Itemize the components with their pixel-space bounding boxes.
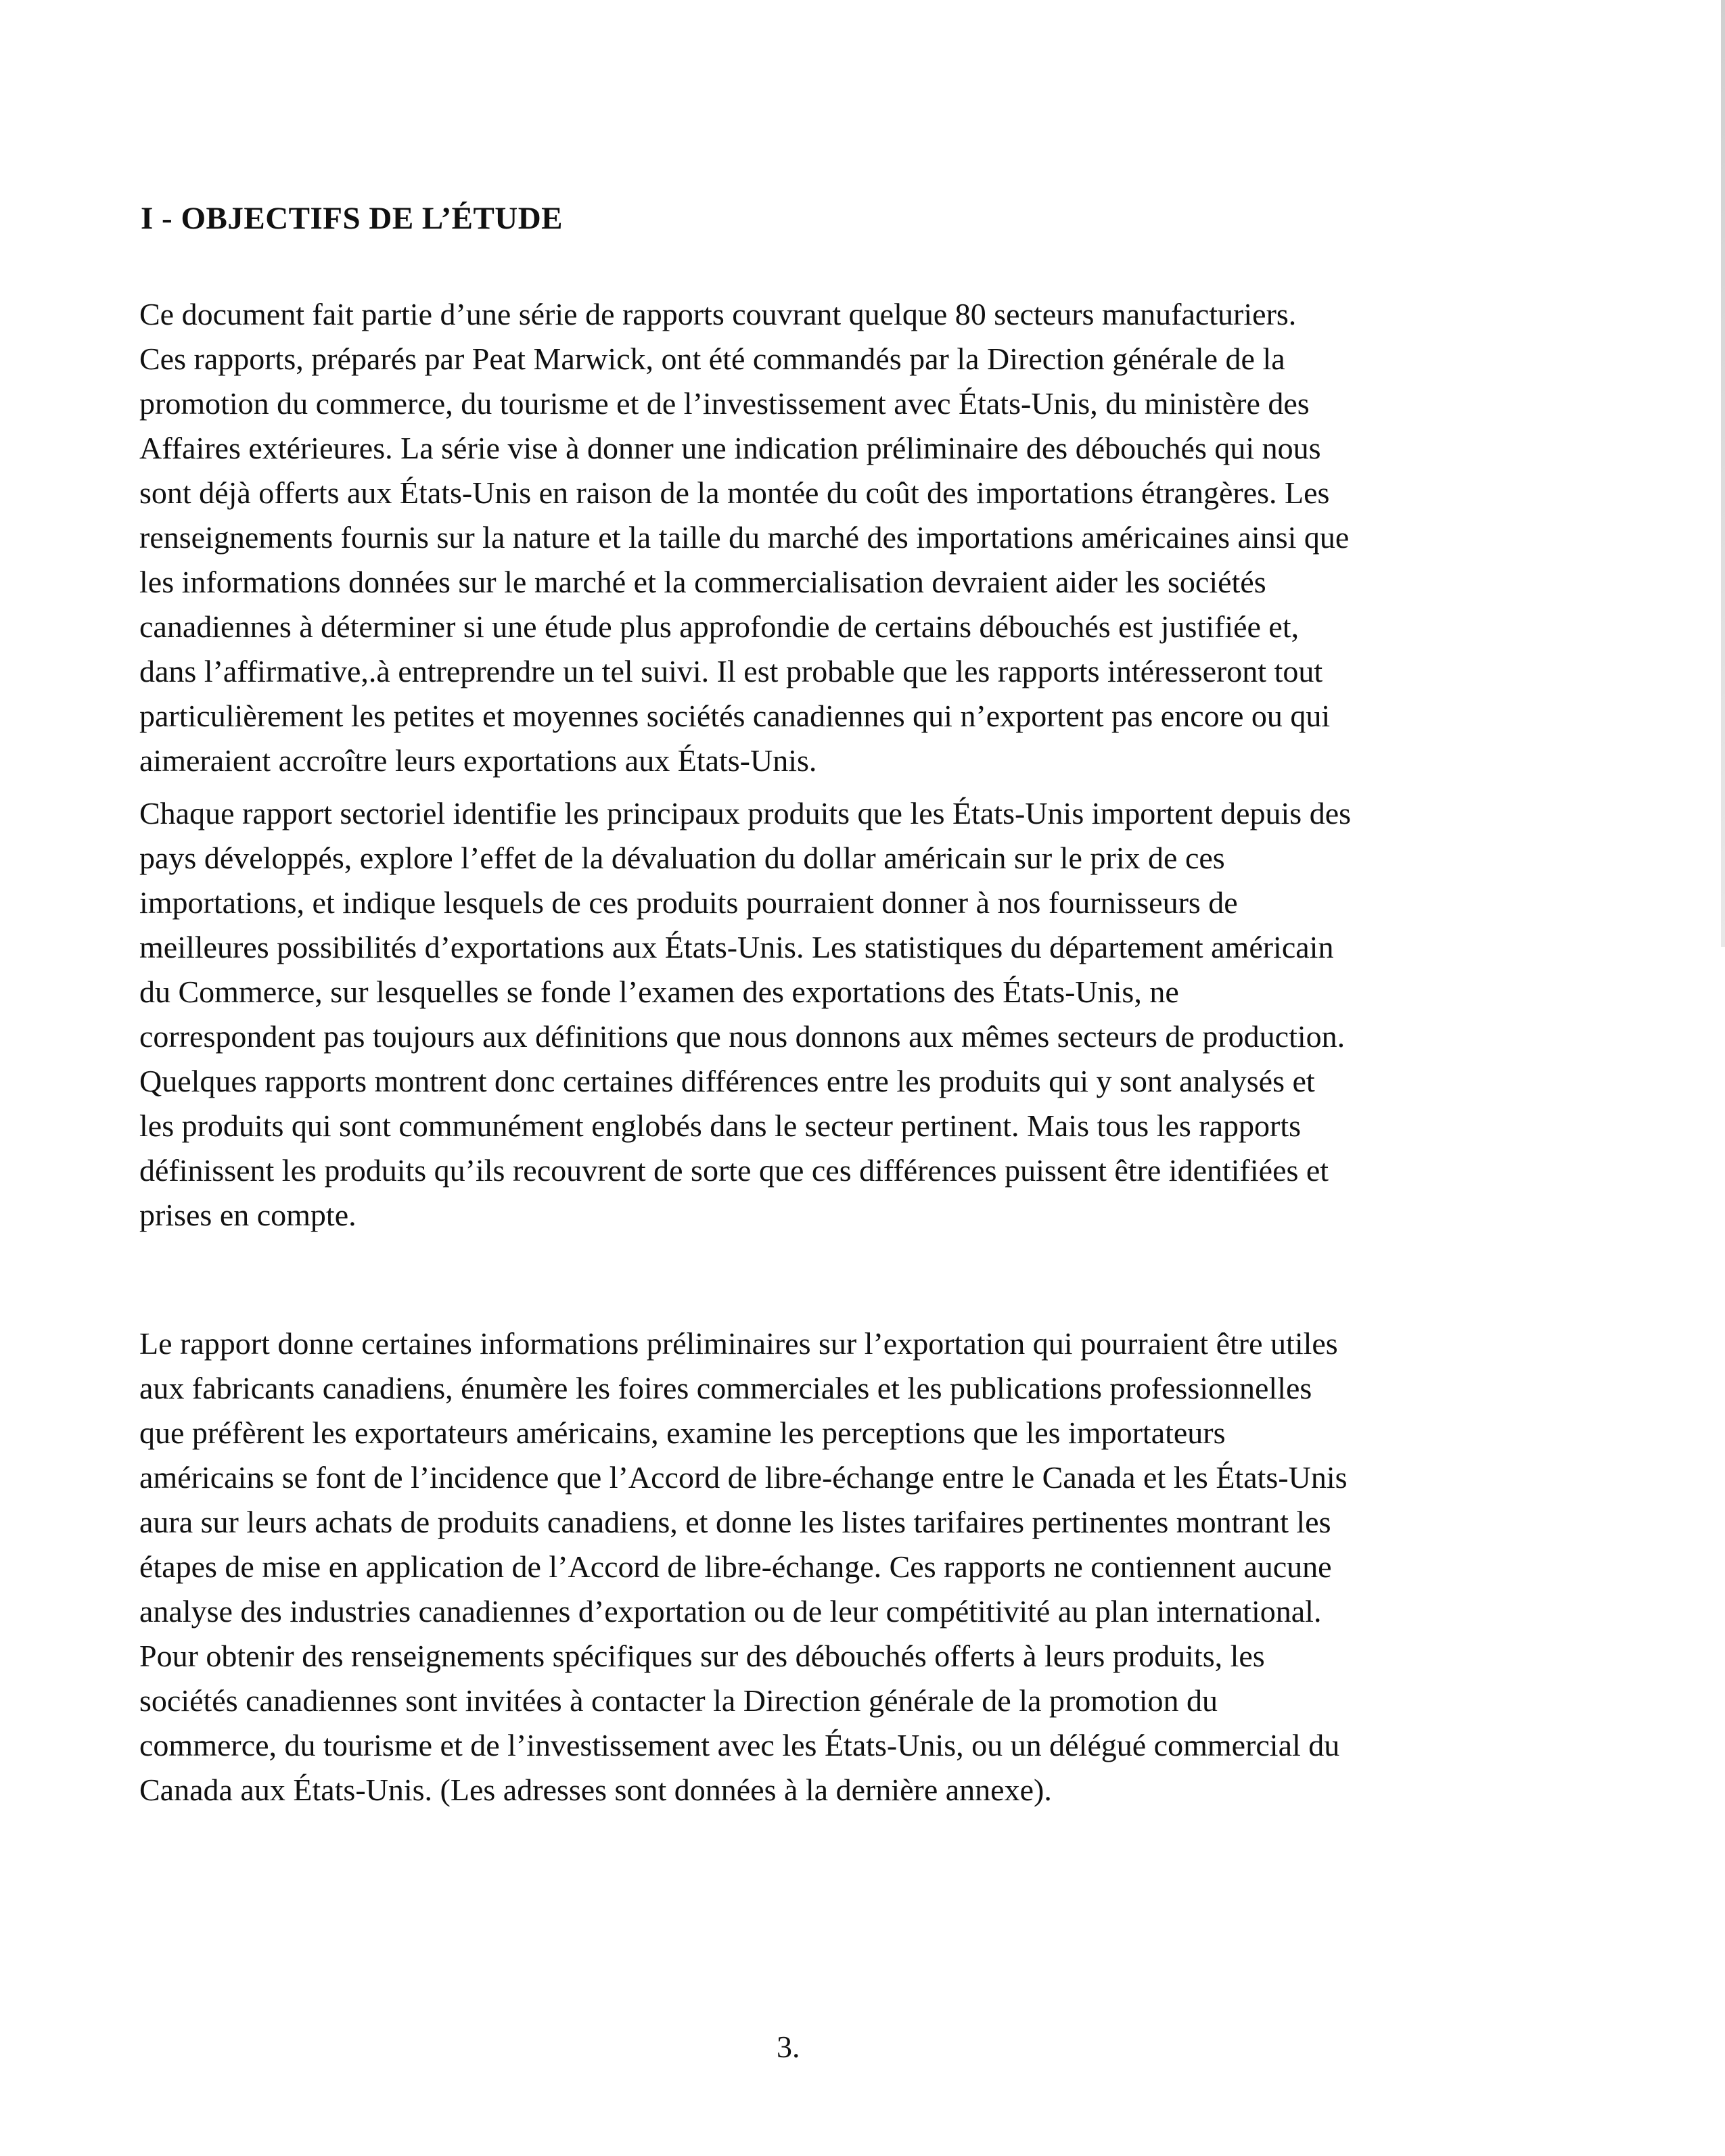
text-line: Pour obtenir des renseignements spécifiques sur des débouchés offerts à leurs produits, les bbox=[139, 1639, 1265, 1673]
paragraph-3 bbox=[139, 1321, 1348, 1812]
text-line: les informations données sur le marché et la commercialisation devraient aider les sociétés bbox=[139, 565, 1266, 599]
text-line: promotion du commerce, du tourisme et de l’investissement avec États-Unis, du ministère des bbox=[139, 386, 1310, 421]
text-line: prises en compte. bbox=[139, 1198, 356, 1232]
text-line: les produits qui sont communément englobés dans le secteur pertinent. Mais tous les rapports bbox=[139, 1108, 1302, 1143]
text-line: sont déjà offerts aux États-Unis en raison de la montée du coût des importations étrangères. Les bbox=[139, 475, 1330, 510]
section-heading: I - OBJECTIFS DE L’ÉTUDE bbox=[141, 201, 564, 236]
text-line: renseignements fournis sur la nature et la taille du marché des importations américaines ainsi que bbox=[139, 520, 1350, 555]
text-line: Affaires extérieures. La série vise à donner une indication préliminaire des débouchés qui nous bbox=[139, 431, 1321, 465]
text-line: analyse des industries canadiennes d’exportation ou de leur compétitivité au plan international. bbox=[139, 1594, 1322, 1628]
scan-edge-shadow bbox=[1721, 0, 1725, 947]
text-line: pays développés, explore l’effet de la dévaluation du dollar américain sur le prix de ces bbox=[139, 841, 1225, 875]
paragraph-1 bbox=[139, 292, 1349, 783]
text-line: commerce, du tourisme et de l’investissement avec les États-Unis, ou un délégué commercial du bbox=[139, 1728, 1340, 1762]
text-line: meilleures possibilités d’exportations aux États-Unis. Les statistiques du département américain bbox=[139, 930, 1334, 964]
text-line: Le rapport donne certaines informations préliminaires sur l’exportation qui pourraient être utiles bbox=[139, 1326, 1338, 1361]
text-line: particulièrement les petites et moyennes sociétés canadiennes qui n’exportent pas encore ou qui bbox=[139, 699, 1331, 733]
text-line: aux fabricants canadiens, énumère les foires commerciales et les publications professionnelles bbox=[139, 1371, 1312, 1405]
text-line: du Commerce, sur lesquelles se fonde l’examen des exportations des États-Unis, ne bbox=[139, 975, 1179, 1009]
text-line: sociétés canadiennes sont invitées à contacter la Direction générale de la promotion du bbox=[139, 1683, 1218, 1718]
paragraph-2 bbox=[139, 791, 1351, 1238]
text-line: importations, et indique lesquels de ces produits pourraient donner à nos fournisseurs de bbox=[139, 885, 1238, 920]
text-line: Chaque rapport sectoriel identifie les principaux produits que les États-Unis importent depuis des bbox=[139, 796, 1352, 830]
text-line: Canada aux États-Unis. (Les adresses sont données à la dernière annexe). bbox=[139, 1773, 1052, 1807]
page-number: 3. bbox=[777, 2030, 800, 2064]
text-line: dans l’affirmative,.à entreprendre un tel suivi. Il est probable que les rapports intéresseront tout bbox=[139, 654, 1323, 688]
text-line: Ce document fait partie d’une série de rapports couvrant quelque 80 secteurs manufacturiers. bbox=[139, 297, 1297, 331]
text-line: Ces rapports, préparés par Peat Marwick, ont été commandés par la Direction générale de la bbox=[139, 342, 1285, 376]
text-line: étapes de mise en application de l’Accord de libre-échange. Ces rapports ne contiennent aucune bbox=[139, 1549, 1332, 1584]
text-line: canadiennes à déterminer si une étude plus approfondie de certains débouchés est justifiée et, bbox=[139, 609, 1300, 644]
text-line: définissent les produits qu’ils recouvrent de sorte que ces différences puissent être identifiées et bbox=[139, 1153, 1329, 1188]
text-line: américains se font de l’incidence que l’Accord de libre-échange entre le Canada et les États-Unis bbox=[139, 1460, 1348, 1495]
text-line: correspondent pas toujours aux définitions que nous donnons aux mêmes secteurs de production. bbox=[139, 1019, 1346, 1054]
text-line: que préfèrent les exportateurs américains, examine les perceptions que les importateurs bbox=[139, 1415, 1226, 1450]
text-line: Quelques rapports montrent donc certaines différences entre les produits qui y sont analysés et bbox=[139, 1064, 1315, 1098]
text-line: aimeraient accroître leurs exportations aux États-Unis. bbox=[139, 743, 817, 778]
text-line: aura sur leurs achats de produits canadiens, et donne les listes tarifaires pertinentes montrant les bbox=[139, 1505, 1331, 1539]
